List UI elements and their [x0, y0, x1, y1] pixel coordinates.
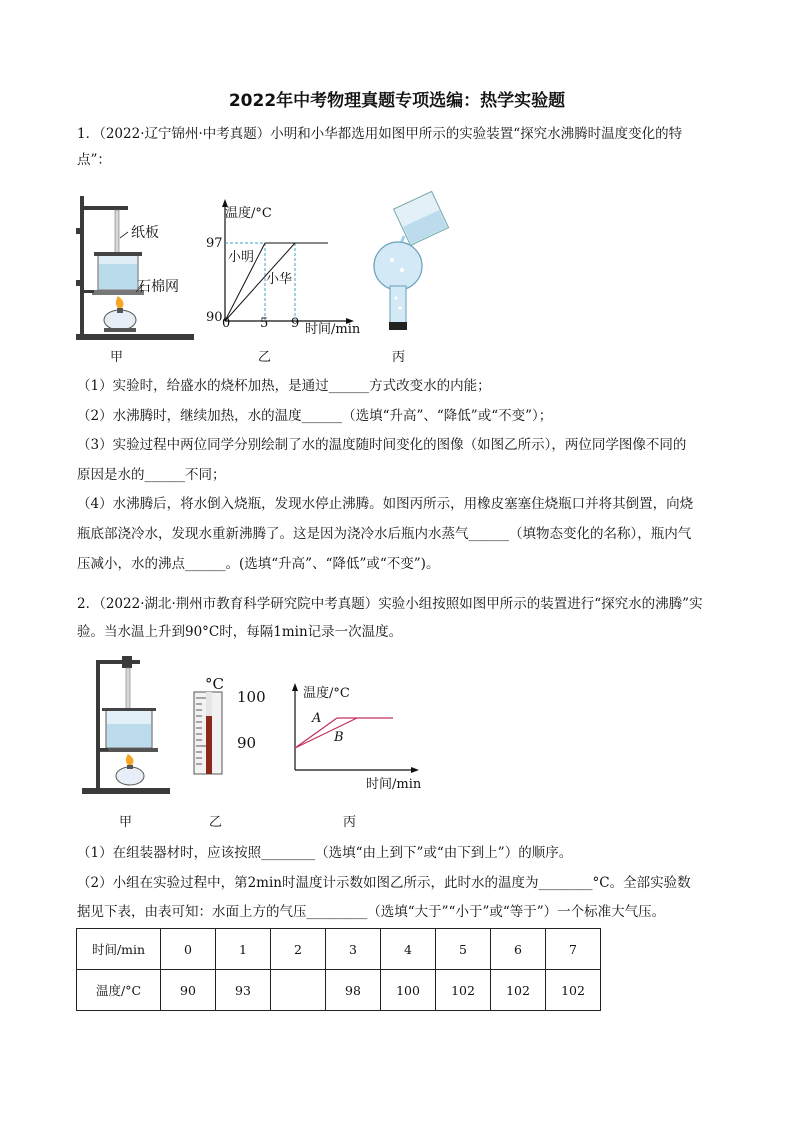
q1-series-xiaohua: 小华 — [266, 272, 293, 287]
q2-figure-yi-thermometer — [190, 690, 230, 780]
q1-part4-line1: （4）水沸腾后，将水倒入烧瓶，发现水停止沸腾。如图丙所示，用橡皮塞塞住烧瓶口并将其倒置，向烧 — [77, 496, 694, 512]
q1-tick-x0: 0 — [222, 316, 231, 331]
q2-caption-jia: 甲 — [119, 815, 133, 830]
q2-thermo-unit: °C — [205, 675, 224, 693]
q1-label-paperboard: 纸板 — [131, 225, 159, 241]
q1-tick-97: 97 — [206, 236, 223, 251]
q1-tick-x5: 5 — [260, 316, 269, 331]
q1-part3-line1: （3）实验过程中两位同学分别绘制了水的温度随时间变化的图像（如图乙所示），两位同学图像不同的 — [77, 437, 687, 453]
table-cell: 98 — [326, 970, 381, 1011]
table-cell: 2 — [271, 929, 326, 970]
table-cell: 102 — [436, 970, 491, 1011]
q1-caption-jia: 甲 — [110, 350, 124, 365]
q1-part3-line2: 原因是水的______不同； — [77, 467, 226, 483]
q2-caption-bing: 丙 — [343, 815, 357, 830]
q1-y-axis-label: 温度/°C — [225, 206, 272, 221]
q1-caption-bing: 丙 — [392, 350, 406, 365]
q1-part4-line2: 瓶底部浇冷水，发现水重新沸腾了。这是因为浇冷水后瓶内水蒸气______（填物态变化的名称），瓶内气 — [77, 526, 692, 542]
table-row-time — [77, 929, 601, 970]
table-cell: 7 — [546, 929, 601, 970]
q1-tick-x9: 9 — [291, 316, 300, 331]
q2-part2-line1: （2）小组在实验过程中，第2min时温度计示数如图乙所示，此时水的温度为________°C。全部实验数 — [77, 875, 691, 891]
table-cell: 0 — [161, 929, 216, 970]
q1-stem-line1: 1．（2022·辽宁锦州·中考真题）小明和小华都选用如图甲所示的实验装置“探究水沸腾时温度变化的特 — [77, 126, 683, 142]
q1-stem-line2: 点”： — [77, 152, 111, 168]
table-cell: 93 — [216, 970, 271, 1011]
q1-figure-jia — [70, 188, 200, 348]
q2-figure-jia — [82, 652, 182, 798]
table-cell: 102 — [546, 970, 601, 1011]
table-cell: 5 — [436, 929, 491, 970]
q2-series-B: B — [334, 730, 344, 745]
q1-series-xiaoming: 小明 — [228, 250, 255, 265]
table-head-time: 时间/min — [77, 929, 161, 970]
table-head-temp: 温度/°C — [77, 970, 161, 1011]
q2-series-A: A — [312, 711, 322, 726]
q1-part4-line3: 压减小，水的沸点______。(选填“升高”、“降低”或“不变”)。 — [77, 556, 440, 572]
table-cell-blank — [271, 970, 326, 1011]
table-cell: 102 — [491, 970, 546, 1011]
q1-tick-90: 90 — [206, 310, 223, 325]
q2-thermo-100: 100 — [237, 688, 266, 706]
table-cell: 4 — [381, 929, 436, 970]
q2-part2-line2: 据见下表，由表可知：水面上方的气压_________（选填“大于”“小于”或“等于”）一个标准大气压。 — [77, 904, 666, 920]
q2-y-axis-label: 温度/°C — [303, 686, 350, 701]
q2-caption-yi: 乙 — [209, 815, 223, 830]
table-cell: 6 — [491, 929, 546, 970]
q2-stem-line2: 验。当水温上升到90°C时，每隔1min记录一次温度。 — [77, 624, 403, 640]
table-cell: 90 — [161, 970, 216, 1011]
q2-thermo-90: 90 — [237, 734, 257, 752]
q1-part2: （2）水沸腾时，继续加热，水的温度______（选填“升高”、“降低”或“不变”）； — [77, 408, 553, 424]
table-cell: 100 — [381, 970, 436, 1011]
q2-part1: （1）在组装器材时，应该按照________（选填“由上到下”或“由下到上”）的顺序。 — [77, 845, 573, 861]
q1-caption-yi: 乙 — [258, 350, 272, 365]
page-title: 2022年中考物理真题专项选编：热学实验题 — [228, 91, 566, 111]
q1-label-asbestos: 石棉网 — [137, 279, 179, 295]
q1-figure-bing — [360, 188, 460, 338]
q1-part1: （1）实验时，给盛水的烧杯加热，是通过______方式改变水的内能； — [77, 378, 491, 394]
table-row-temp — [77, 970, 601, 1011]
q1-x-axis-label: 时间/min — [305, 322, 361, 337]
table-cell: 1 — [216, 929, 271, 970]
q2-data-table — [76, 928, 601, 1011]
q2-stem-line1: 2．（2022·湖北·荆州市教育科学研究院中考真题）实验小组按照如图甲所示的装置进行“探究水的沸腾”实 — [77, 596, 703, 612]
table-cell: 3 — [326, 929, 381, 970]
q2-x-axis-label: 时间/min — [366, 777, 422, 792]
